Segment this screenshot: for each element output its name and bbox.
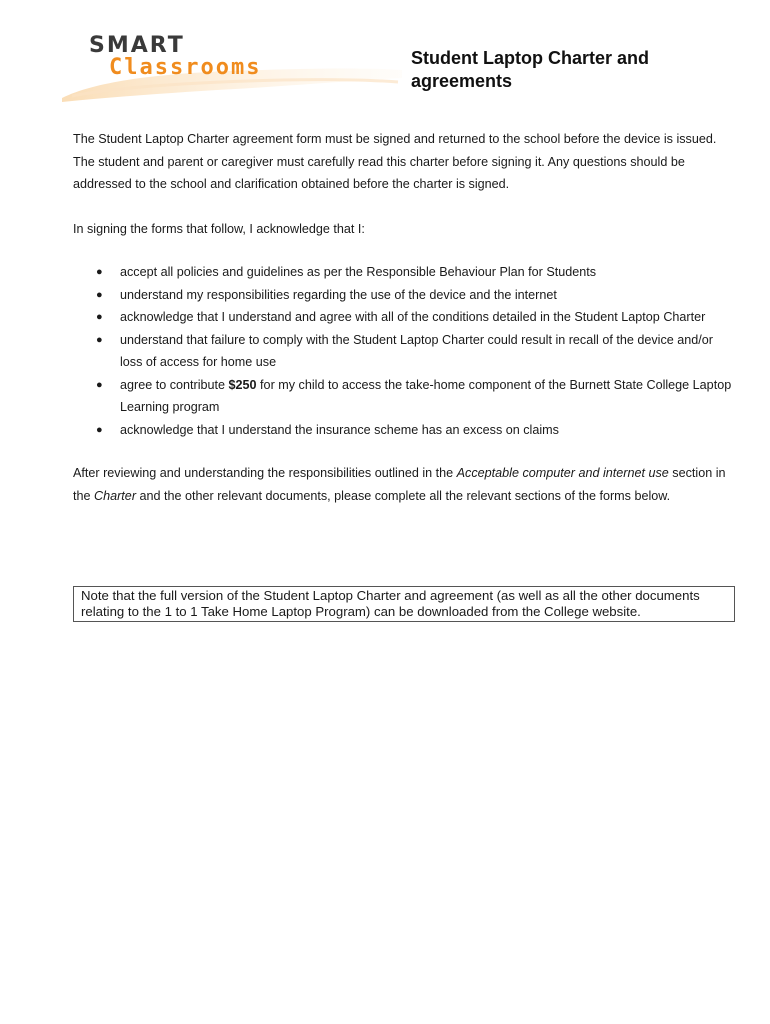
document-body (73, 128, 735, 507)
acknowledgement-list (73, 261, 735, 441)
closing-text-1: After reviewing and understanding the responsibilities outlined in the (73, 466, 457, 480)
page-title: Student Laptop Charter and agreements (411, 48, 649, 91)
list-item-text-post: for my child to access the take-home component of the Burnett State College Laptop Learning program (120, 377, 732, 414)
bullet-icon: ● (96, 288, 103, 301)
bullet-icon: ● (96, 266, 103, 278)
bullet-icon: ● (96, 333, 103, 346)
list-item (73, 284, 735, 307)
list-item (73, 374, 735, 419)
closing-paragraph (73, 462, 735, 507)
charter-reference: Charter (94, 488, 137, 503)
list-item-text: acknowledge that I understand and agree with all of the conditions detailed in the Student Laptop Charter (120, 310, 706, 324)
list-item-text: acknowledge that I understand the insurance scheme has an excess on claims (120, 422, 559, 437)
download-note-text: Note that the full version of the Student Laptop Charter and agreement (as well as all the other documents relating to the 1 to 1 Take Home Laptop Program) can be downloaded from the College website. (81, 588, 700, 619)
logo-classrooms-text: Classrooms (109, 55, 262, 80)
contribution-amount: $250 (228, 377, 257, 392)
closing-text-3: and the other relevant documents, please complete all the relevant sections of the forms below. (136, 488, 671, 503)
logo-smart-text: SMART (89, 33, 185, 58)
list-item-text: understand my responsibilities regarding the use of the device and the internet (120, 287, 557, 302)
bullet-icon: ● (96, 423, 103, 436)
list-item-text-pre: agree to contribute (120, 377, 229, 392)
download-note-box (73, 586, 735, 622)
list-item-text: understand that failure to comply with the Student Laptop Charter could result in recall of the device and/or loss of access for home use (120, 332, 713, 369)
list-item (73, 306, 735, 329)
intro-paragraph: The Student Laptop Charter agreement form must be signed and returned to the school before the device is issued. The student and parent or caregiver must carefully read this charter before signing it. Any questions should be addressed to the school and clarification obtained before the charter is signed. (73, 132, 717, 191)
closing-text-2: section in the (73, 466, 726, 503)
list-item (73, 419, 735, 442)
bullet-icon: ● (96, 311, 103, 323)
bullet-icon: ● (96, 378, 103, 391)
list-item (73, 261, 735, 284)
acceptable-use-reference: Acceptable computer and internet use (456, 466, 669, 480)
list-item (73, 329, 735, 374)
list-item-text: accept all policies and guidelines as per the Responsible Behaviour Plan for Students (120, 265, 597, 279)
acknowledgement-lead: In signing the forms that follow, I acknowledge that I: (73, 221, 365, 236)
smart-classrooms-logo (62, 30, 402, 102)
